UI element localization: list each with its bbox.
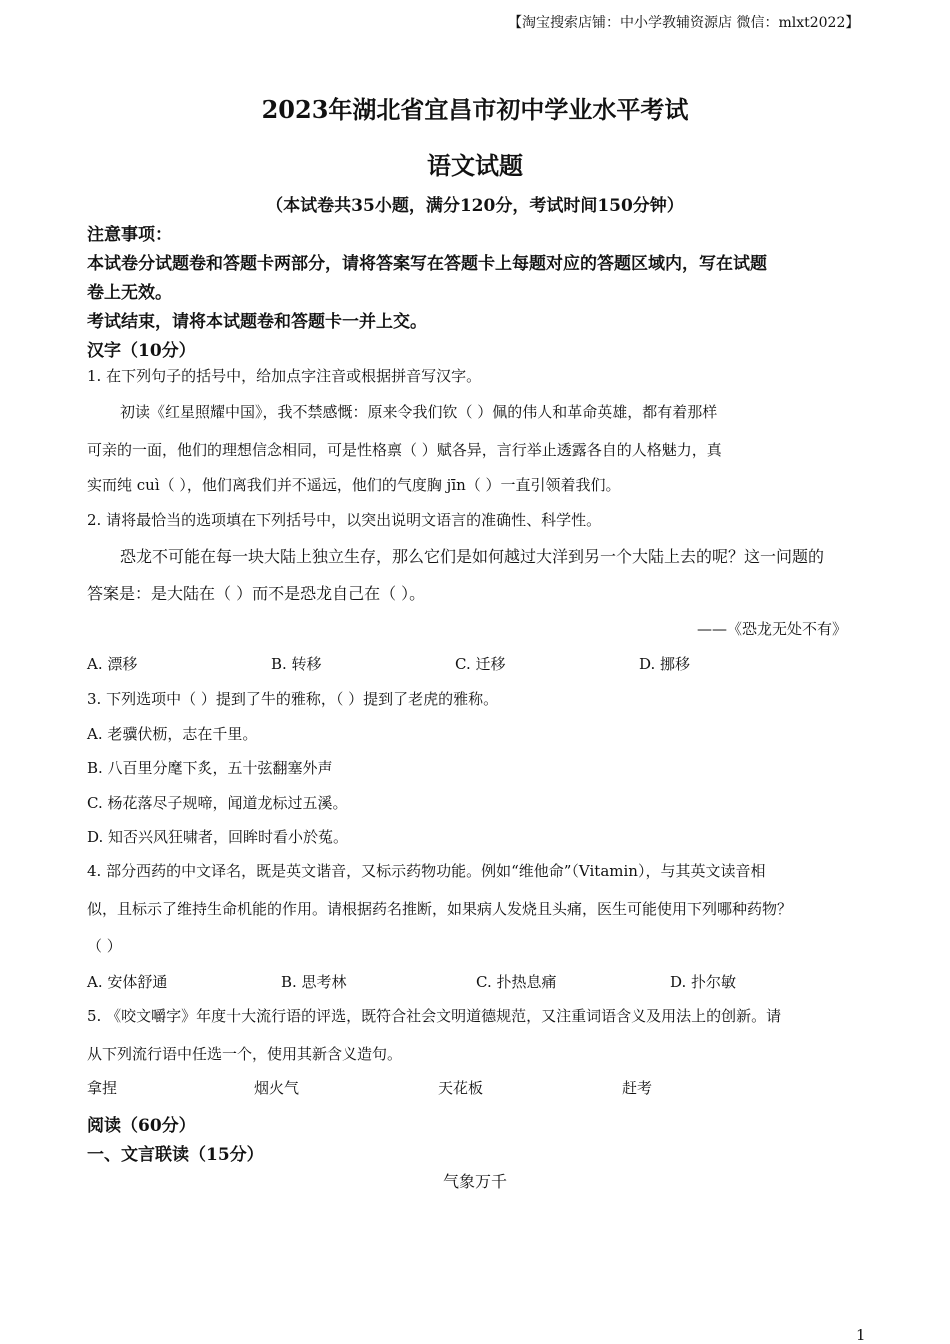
q4-option-a: A. 安体舒通: [87, 973, 168, 991]
q2-source: ——《恐龙无处不有》: [697, 620, 848, 638]
q3-option-a: A. 老骥伏枥，志在千里。: [87, 725, 258, 743]
q1-passage-line-3: 实而纯 cuì（ ），他们离我们并不遥远，他们的气度胸 jīn（ ）一直引领着我们。: [87, 476, 621, 494]
q2-option-b: B. 转移: [271, 655, 322, 673]
q2-passage-line-1: 恐龙不可能在每一块大陆上独立生存，那么它们是如何越过大洋到另一个大陆上去的呢？这一问题的: [120, 547, 825, 566]
reading-heading: 阅读（60分）: [87, 1116, 196, 1136]
q5-word-2: 烟火气: [254, 1079, 300, 1097]
q4-option-c: C. 扑热息痛: [476, 973, 557, 991]
notice-line-2: 考试结束，请将本试题卷和答题卡一并上交。: [87, 312, 427, 332]
q2-passage-line-2: 答案是：是大陆在（ ）而不是恐龙自己在（ ）。: [87, 584, 426, 603]
q4-line-2: 似，且标示了维持生命机能的作用。请根据药名推断，如果病人发烧且头痛，医生可能使用下列哪种药物？: [87, 900, 793, 918]
q4-option-b: B. 思考林: [281, 973, 347, 991]
q5-word-4: 赶考: [622, 1079, 653, 1097]
q1-passage-line-1: 初读《红星照耀中国》，我不禁感慨：原来令我们钦（ ）佩的伟人和革命英雄，都有着那样: [120, 403, 718, 421]
q1-stem: 1. 在下列句子的括号中，给加点字注音或根据拼音写汉字。: [87, 367, 482, 385]
exam-meta: （本试卷共35小题，满分120分，考试时间150分钟）: [266, 196, 684, 216]
exam-title: 2023年湖北省宜昌市初中学业水平考试: [261, 95, 689, 124]
page-number: 1: [856, 1326, 866, 1344]
q4-option-d: D. 扑尔敏: [670, 973, 737, 991]
section-hanzi-heading: 汉字（10分）: [87, 341, 196, 361]
notice-heading: 注意事项：: [87, 225, 172, 245]
shop-note: 【淘宝搜索店铺：中小学教辅资源店 微信：mlxt2022】: [508, 15, 860, 31]
q2-option-d: D. 挪移: [639, 655, 691, 673]
exam-subject: 语文试题: [427, 151, 523, 180]
q5-word-3: 天花板: [438, 1079, 484, 1097]
reading-subheading: 一、文言联读（15分）: [87, 1145, 264, 1165]
q3-option-d: D. 知否兴风狂啸者，回眸时看小於菟。: [87, 828, 349, 846]
q3-option-b: B. 八百里分麾下炙，五十弦翻塞外声: [87, 759, 333, 777]
q5-line-2: 从下列流行语中任选一个，使用其新含义造句。: [87, 1045, 403, 1063]
notice-line-1: 本试卷分试题卷和答题卡两部分，请将答案写在答题卡上每题对应的答题区域内，写在试题: [87, 254, 767, 274]
q2-option-c: C. 迁移: [455, 655, 506, 673]
q2-option-a: A. 漂移: [87, 655, 138, 673]
q4-answer-paren: （ ）: [87, 937, 122, 955]
q5-word-1: 拿捏: [87, 1079, 118, 1097]
q4-line-1: 4. 部分西药的中文译名，既是英文谐音，又标示药物功能。例如“维他命”（Vitamin），与其英文读音相: [87, 862, 766, 880]
q3-option-c: C. 杨花落尽子规啼，闻道龙标过五溪。: [87, 794, 348, 812]
q3-stem: 3. 下列选项中（ ）提到了牛的雅称，（ ）提到了老虎的雅称。: [87, 690, 499, 708]
q5-line-1: 5. 《咬文嚼字》年度十大流行语的评选，既符合社会文明道德规范，又注重词语含义及用法上的创新。请: [87, 1007, 782, 1025]
passage-title: 气象万千: [442, 1172, 507, 1191]
notice-line-1-cont: 卷上无效。: [87, 283, 172, 303]
q1-passage-line-2: 可亲的一面，他们的理想信念相同，可是性格禀（ ）赋各异，言行举止透露各自的人格魅力，真: [87, 441, 722, 459]
q2-stem: 2. 请将最恰当的选项填在下列括号中，以突出说明文语言的准确性、科学性。: [87, 511, 602, 529]
